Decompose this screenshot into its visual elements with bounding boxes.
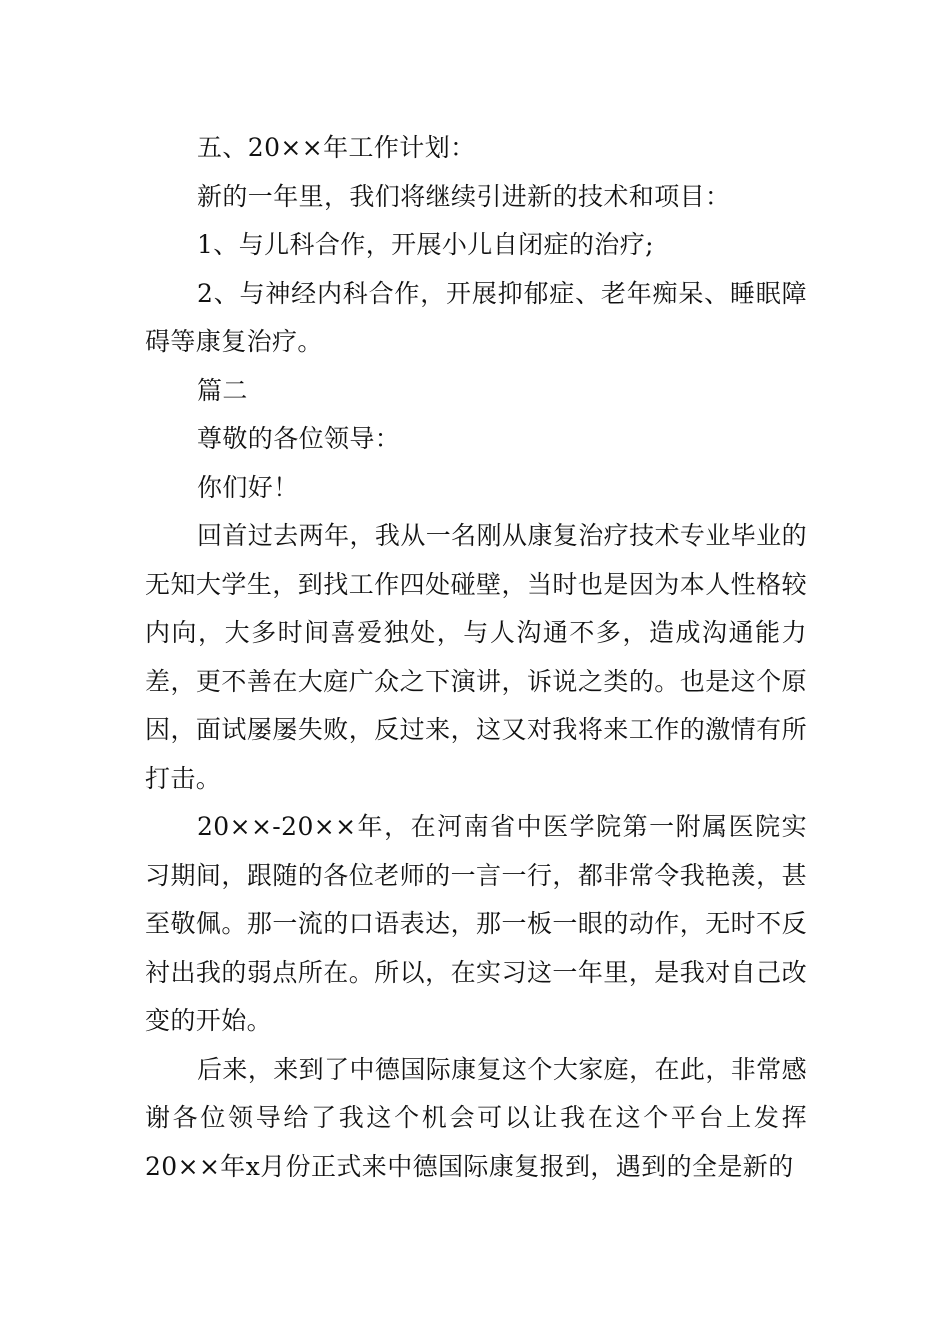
paragraph-looking-back: 回首过去两年，我从一名刚从康复治疗技术专业毕业的无知大学生，到找工作四处碰壁，当时也是因为本人性格较内向，大多时间喜爱独处，与人沟通不多，造成沟通能力差，更不善在大庭广众之下演讲，诉说之类的。也是这个原因，面试屡屡失败，反过来，这又对我将来工作的激情有所打击。 [145, 521, 807, 793]
paragraph-new-year: 新的一年里，我们将继续引进新的技术和项目： [197, 181, 731, 211]
paragraph-later: 后来，来到了中德国际康复这个大家庭，在此，非常感谢各位领导给了我这个机会可以让我在这个平台上发挥20××年x月份正式来中德国际康复报到，遇到的全是新的 [145, 1054, 807, 1181]
salutation: 尊敬的各位领导： [197, 424, 401, 453]
greeting: 你们好！ [197, 472, 299, 502]
paragraph-internship: 20××-20××年，在河南省中医学院第一附属医院实习期间，跟随的各位老师的一言一行，都非常令我艳羡，甚至敬佩。那一流的口语表达，那一板一眼的动作，无时不反衬出我的弱点所在。所以，在实习这一年里，是我对自己改变的开始。 [145, 812, 807, 1035]
section-heading-part-two: 篇二 [197, 375, 248, 405]
section-heading-plan: 五、20××年工作计划： [197, 133, 476, 162]
list-item-2: 2、与神经内科合作，开展抑郁症、老年痴呆、睡眠障碍等康复治疗。 [145, 278, 807, 356]
document-body [145, 124, 807, 1191]
list-item-1: 1、与儿科合作，开展小儿自闭症的治疗; [197, 230, 654, 259]
